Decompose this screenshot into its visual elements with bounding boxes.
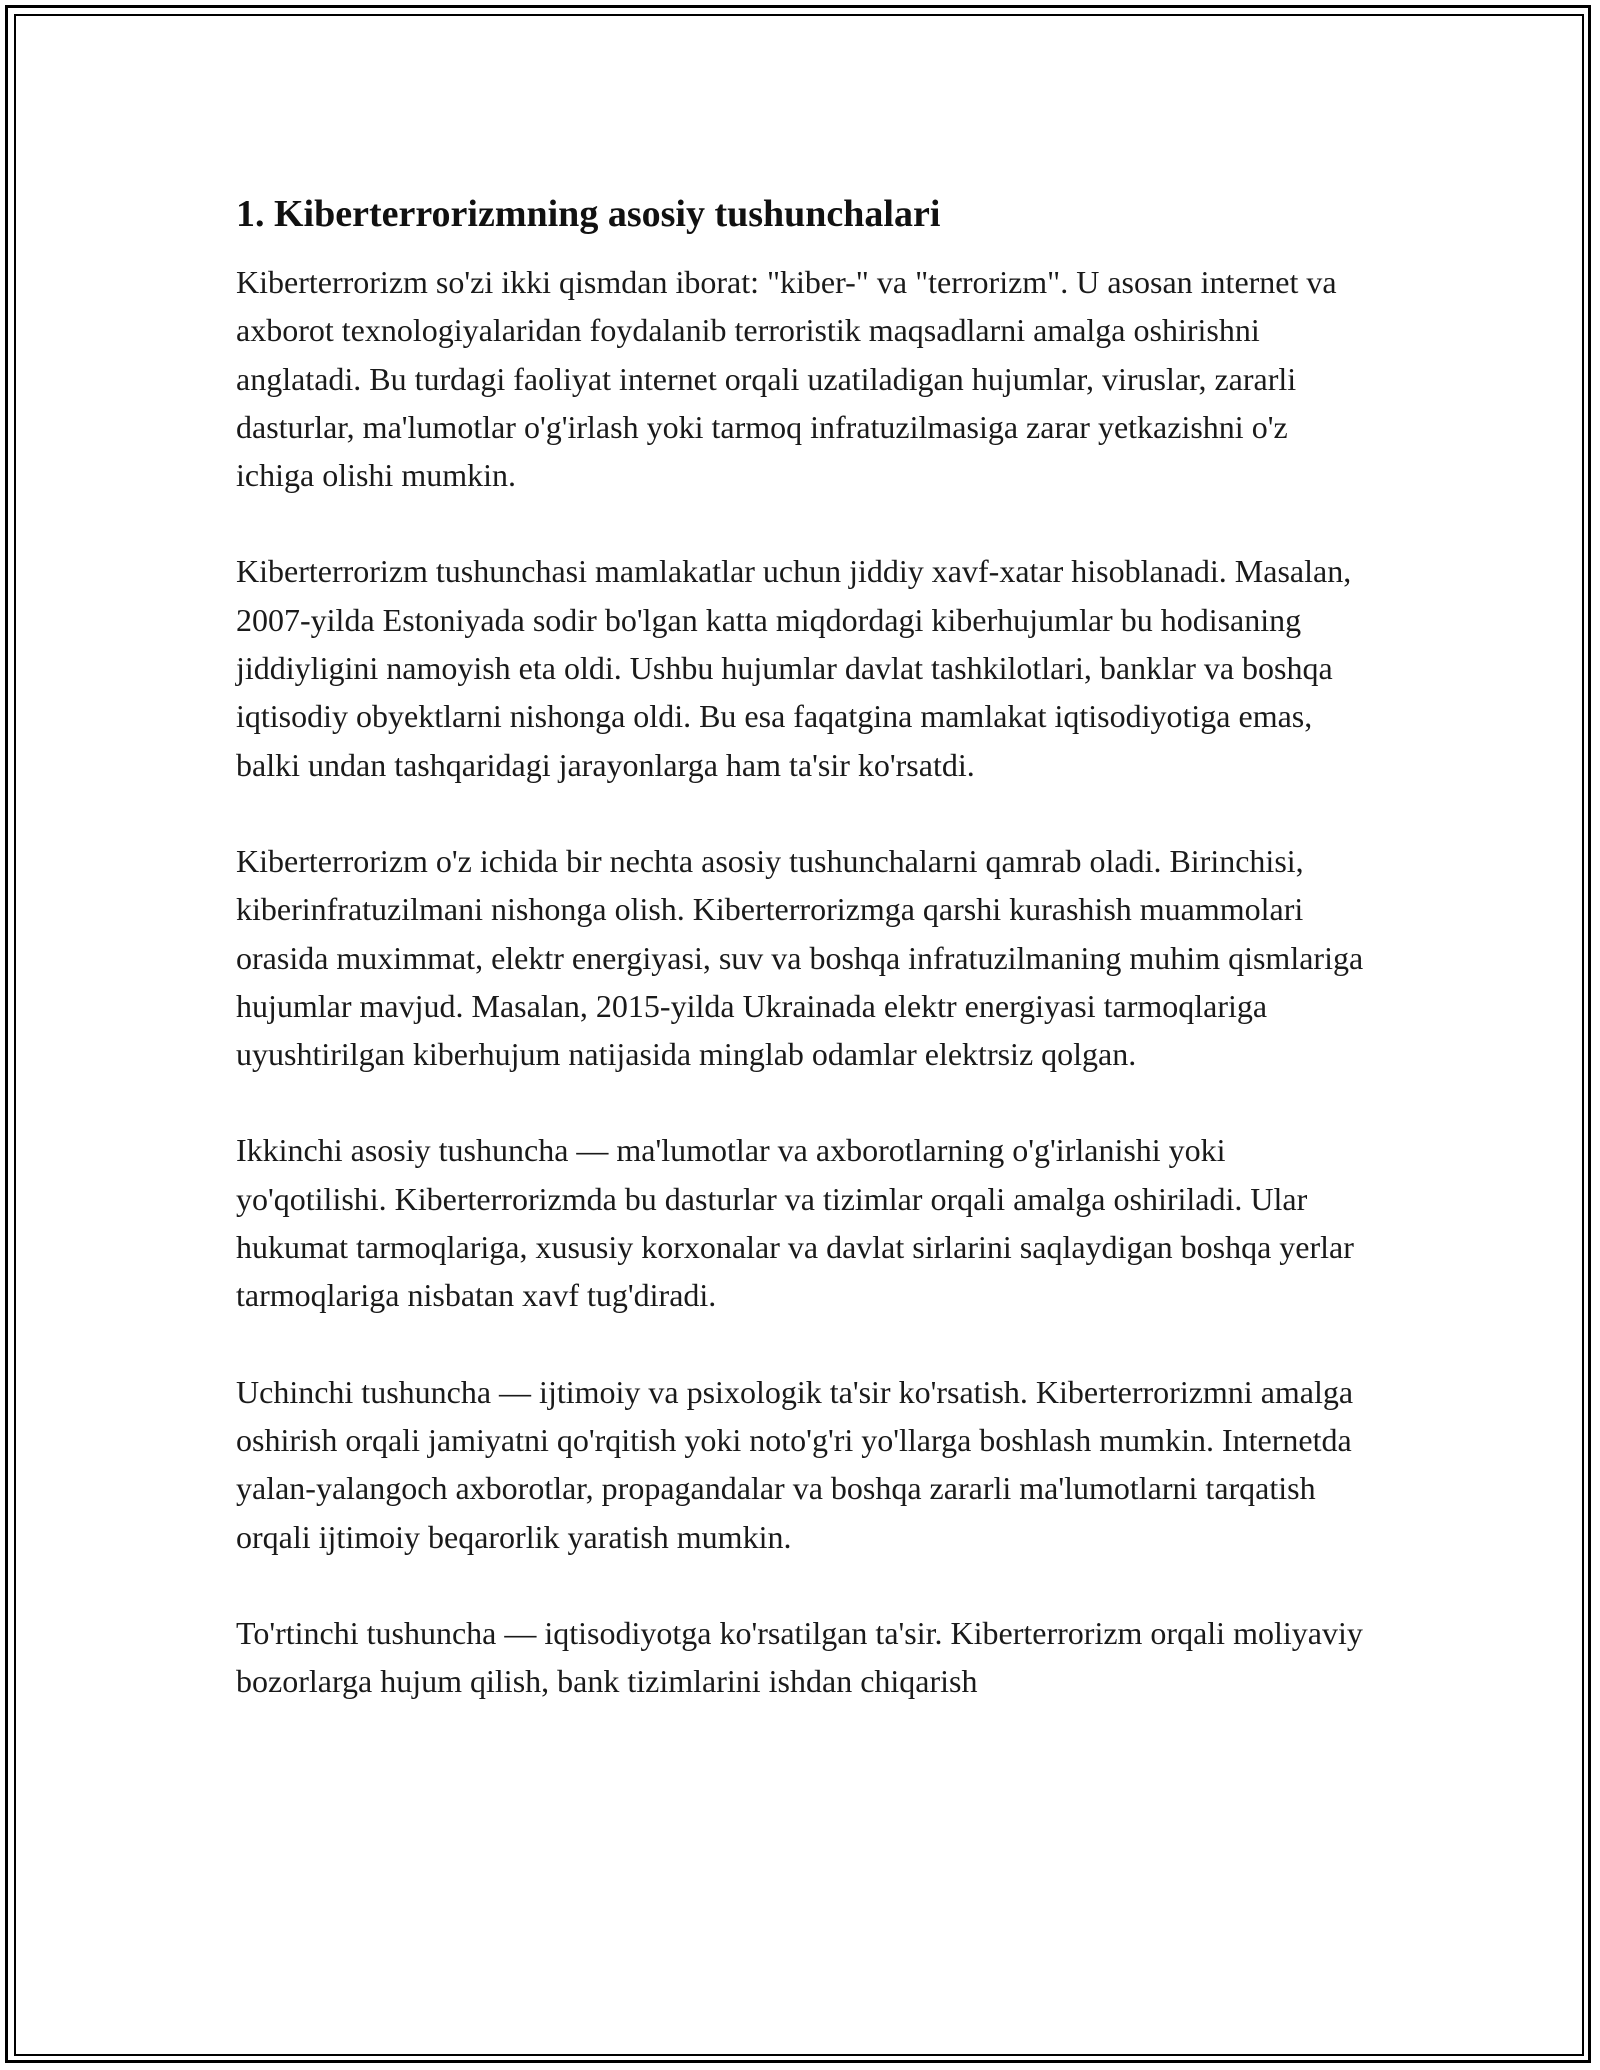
paragraph-2: Kiberterrorizm tushunchasi mamlakatlar uchun jiddiy xavf-xatar hisoblanadi. Masalan, 2007-yilda Estoniyada sodir bo'lgan katta miqdordagi kiberhujumlar bu hodisaning jiddiyligini namoyish eta oldi. Ushbu hujumlar davlat tashkilotlari, banklar va boshqa iqtisodiy obyektlarni nishonga oldi. Bu esa faqatgina mamlakat iqtisodiyotiga emas, balki undan tashqaridagi jarayonlarga ham ta'sir ko'rsatdi. (236, 553, 1352, 783)
section-heading: 1. Kiberterrorizmning asosiy tushunchalari (236, 193, 941, 235)
paragraph-6: To'rtinchi tushuncha — iqtisodiyotga ko'rsatilgan ta'sir. Kiberterrorizm orqali moliyaviy bozorlarga hujum qilish, bank tizimlarini ishdan chiqarish (236, 1614, 1363, 1700)
paragraph-4: Ikkinchi asosiy tushuncha — ma'lumotlar va axborotlarning o'g'irlanishi yoki yo'qotilishi. Kiberterrorizmda bu dasturlar va tizimlar orqali amalga oshiriladi. Ular hukumat tarmoqlariga, xususiy korxonalar va davlat sirlarini saqlaydigan boshqa yerlar tarmoqlariga nisbatan xavf tug'diradi. (236, 1132, 1354, 1314)
paragraph-5: Uchinchi tushuncha — ijtimoiy va psixologik ta'sir ko'rsatish. Kiberterrorizmni amalga oshirish orqali jamiyatni qo'rqitish yoki noto'g'ri yo'llarga boshlash mumkin. Internetda yalan-yalangoch axborotlar, propagandalar va boshqa zararli ma'lumotlarni tarqatish orqali ijtimoiy beqarorlik yaratish mumkin. (236, 1373, 1354, 1555)
document-body (236, 188, 1366, 1753)
paragraph-1: Kiberterrorizm so'zi ikki qismdan iborat: "kiber-" va "terrorizm". U asosan internet va axborot texnologiyalaridan foydalanib terroristik maqsadlarni amalga oshirishni anglatadi. Bu turdagi faoliyat internet orqali uzatiladigan hujumlar, viruslar, zararli dasturlar, ma'lumotlar o'g'irlash yoki tarmoq infratuzilmasiga zarar yetkazishni o'z ichiga olishi mumkin. (236, 264, 1337, 494)
paragraph-3: Kiberterrorizm o'z ichida bir nechta asosiy tushunchalarni qamrab oladi. Birinchisi, kiberinfratuzilmani nishonga olish. Kiberterrorizmga qarshi kurashish muammolari orasida muximmat, elektr energiyasi, suv va boshqa infratuzilmaning muhim qismlariga hujumlar mavjud. Masalan, 2015-yilda Ukrainada elektr energiyasi tarmoqlariga uyushtirilgan kiberhujum natijasida minglab odamlar elektrsiz qolgan. (236, 842, 1364, 1073)
